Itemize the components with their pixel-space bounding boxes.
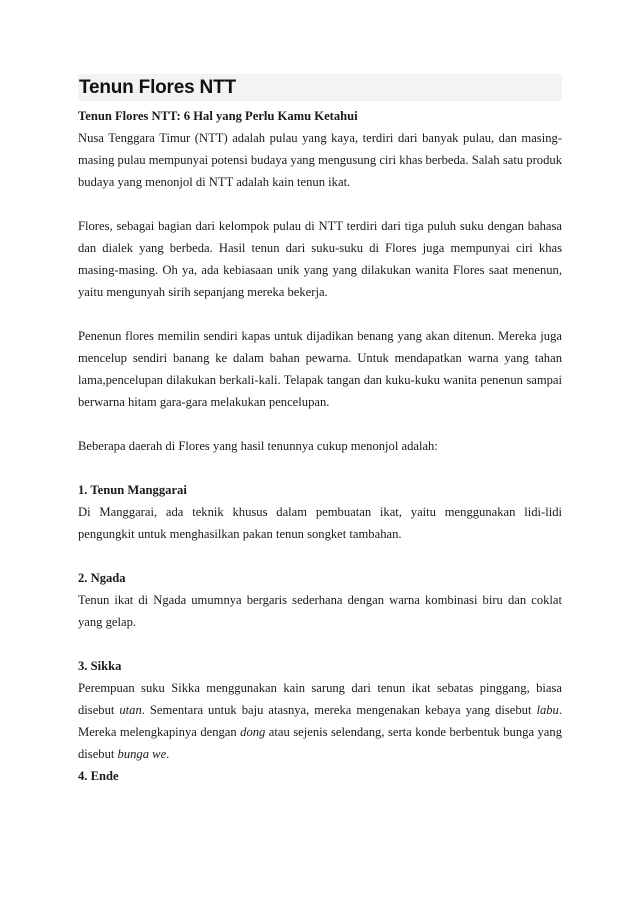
section-heading-ngada: 2. Ngada	[78, 571, 126, 585]
text-run: atau sejenis selendang, serta konde berbentuk bunga yang disebut	[78, 725, 562, 761]
paragraph-intro: Nusa Tenggara Timur (NTT) adalah pulau yang kaya, terdiri dari banyak pulau, dan masing-masing pulau mempunyai potensi budaya yang mengusung ciri khas berbeda. Salah satu produk budaya yang menonjol di NTT adalah kain tenun ikat.	[78, 131, 562, 189]
text-run: . Mereka melengkapinya dengan	[78, 703, 562, 739]
spacer	[78, 193, 562, 215]
paragraph-penenun: Penenun flores memilin sendiri kapas untuk dijadikan benang yang akan ditenun. Mereka juga mencelup sendiri banang ke dalam bahan pewarna. Untuk mendapatkan warna yang tahan lama,pencelupan dilakukan berkali-kali. Telapak tangan dan kuku-kuku wanita penenun sampai berwarna hitam gara-gara melakukan pencelupan.	[78, 329, 562, 409]
section-heading-ende: 4. Ende	[78, 769, 119, 783]
term-labu: labu	[536, 703, 559, 717]
title-bar	[78, 74, 562, 101]
spacer	[78, 303, 562, 325]
section-text-sikka	[78, 677, 562, 765]
term-dong: dong	[240, 725, 266, 739]
section-heading-sikka: 3. Sikka	[78, 659, 122, 673]
section-text-manggarai: Di Manggarai, ada teknik khusus dalam pembuatan ikat, yaitu menggunakan lidi-lidi pengungkit untuk menghasilkan pakan tenun songket tambahan.	[78, 505, 562, 541]
term-bunga-we: bunga we	[117, 747, 167, 761]
document-subtitle: Tenun Flores NTT: 6 Hal yang Perlu Kamu Ketahui	[78, 109, 358, 123]
spacer	[78, 545, 562, 567]
section-text-ngada: Tenun ikat di Ngada umumnya bergaris sederhana dengan warna kombinasi biru dan coklat yang gelap.	[78, 593, 562, 629]
text-run: .	[166, 747, 170, 761]
spacer	[78, 633, 562, 655]
text-run: . Sementara untuk baju atasnya, mereka mengenakan kebaya yang disebut	[141, 703, 537, 717]
text-run: Perempuan suku Sikka menggunakan kain sarung dari tenun ikat sebatas pinggang, biasa disebut	[78, 681, 562, 717]
document-page	[78, 74, 562, 787]
spacer	[78, 457, 562, 479]
paragraph-flores: Flores, sebagai bagian dari kelompok pulau di NTT terdiri dari tiga puluh suku dengan bahasa dan dialek yang berbeda. Hasil tenun dari suku-suku di Flores juga mempunyai ciri khas masing-masing. Oh ya, ada kebiasaan unik yang yang dilakukan wanita Flores saat menenun, yaitu mengunyah sirih sepanjang mereka bekerja.	[78, 219, 562, 299]
spacer	[78, 413, 562, 435]
page-title: Tenun Flores NTT	[79, 76, 236, 98]
paragraph-daerah-intro: Beberapa daerah di Flores yang hasil tenunnya cukup menonjol adalah:	[78, 439, 438, 453]
term-utan: utan	[119, 703, 142, 717]
section-heading-manggarai: 1. Tenun Manggarai	[78, 483, 187, 497]
